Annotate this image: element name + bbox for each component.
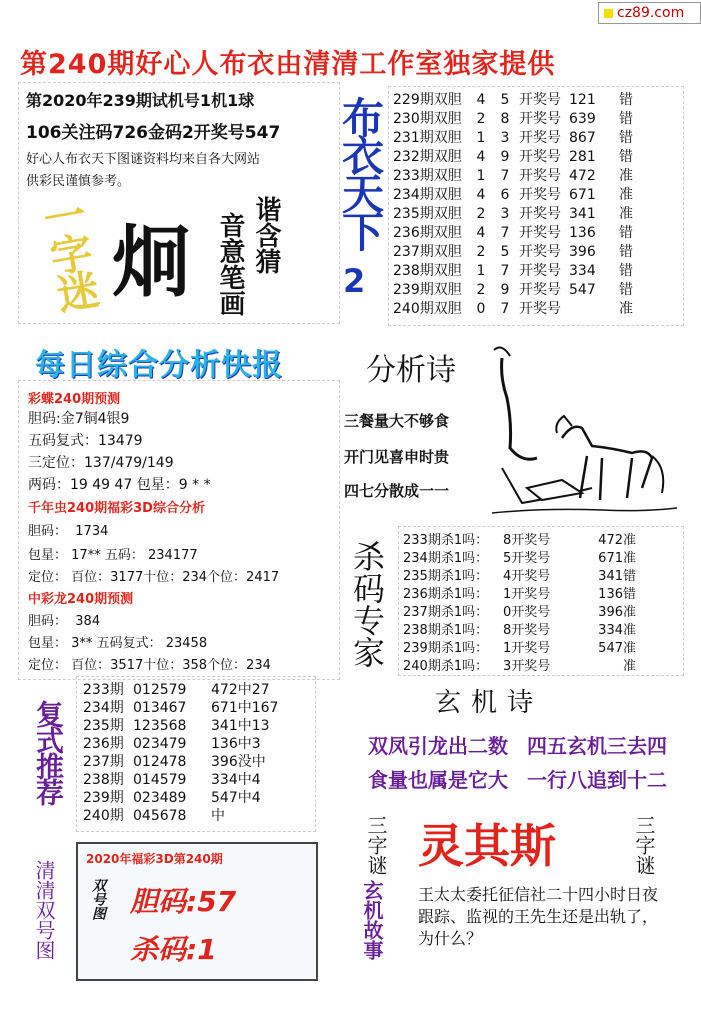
double-dan-row — [393, 260, 679, 279]
qnc-dan: 1734 — [75, 524, 109, 539]
kill-num: 8开奖号 — [503, 623, 551, 638]
rtab-issue: 231期双胆 — [393, 130, 462, 146]
rtab-label: 开奖号 — [519, 149, 561, 165]
rtab-label: 开奖号 — [519, 263, 561, 279]
rtab-d1: 1 — [476, 168, 486, 184]
fushi-label: 复式推荐 — [32, 700, 65, 804]
kill-row — [403, 529, 679, 547]
rtab-issue: 238期双胆 — [393, 263, 462, 279]
caidie-dan: 胆码:金7铜4银9 — [28, 411, 130, 427]
zcl-bao-row — [28, 632, 207, 651]
caidie-title: 彩蝶240期预测 — [28, 392, 121, 407]
fushi-res: 671中167 — [211, 700, 279, 716]
rtab-issue: 230期双胆 — [393, 111, 462, 127]
rtab-d2: 5 — [500, 92, 510, 108]
kill-num: 4开奖号 — [503, 569, 551, 584]
fucai-title: 2020年福彩3D第240期 — [86, 852, 223, 866]
zcl-bao-label: 包星： — [28, 636, 68, 651]
rtab-d1: 4 — [476, 225, 486, 241]
fushi-issue: 237期 — [83, 754, 124, 770]
rtab-result: 错 — [619, 225, 633, 241]
rtab-d1: 0 — [476, 301, 486, 317]
rtab-num: 341 — [569, 206, 596, 222]
fushi-issue: 234期 — [83, 700, 124, 716]
qnc-dan-row — [28, 520, 108, 539]
kill-issue: 238期杀1吗： — [403, 623, 489, 638]
caidie-sanding: 三定位：137/479/149 — [28, 455, 174, 471]
double-dan-row — [393, 279, 679, 298]
rtab-issue: 236期双胆 — [393, 225, 462, 241]
kill-num: 1开奖号 — [503, 587, 551, 602]
rtab-d2: 7 — [500, 301, 510, 317]
qnc-wu-label: 五码： — [104, 548, 144, 563]
double-dan-row — [393, 184, 679, 203]
zcl-dan: 384 — [75, 614, 101, 629]
zcl-dan-label: 胆码： — [28, 614, 68, 629]
daily-banner: 每日综合分析快报 — [35, 348, 283, 383]
rtab-result: 错 — [619, 111, 633, 127]
double-dan-row — [393, 89, 679, 108]
poem-line-3: 四七分散成一一 — [344, 482, 450, 500]
double-dan-row — [393, 203, 679, 222]
qnc-dan-label: 胆码： — [28, 524, 68, 539]
rtab-num: 671 — [569, 187, 596, 203]
rtab-d2: 7 — [500, 263, 510, 279]
rtab-num: 867 — [569, 130, 596, 146]
qnc-ding-row — [28, 566, 279, 585]
double-dan-row — [393, 127, 679, 146]
double-dan-row — [393, 146, 679, 165]
site-badge[interactable] — [598, 2, 701, 24]
qnc-ding-label: 定位： — [28, 570, 68, 585]
fushi-combo: 014579 — [133, 772, 187, 788]
fushi-row — [83, 751, 309, 769]
riddle-char: 炯 — [112, 218, 191, 308]
trial-line-1: 第2020年239期试机号1机1球 — [26, 91, 255, 110]
zcl-ding-label: 定位： — [28, 658, 68, 673]
rtab-issue: 237期双胆 — [393, 244, 462, 260]
kill-issue: 234期杀1吗： — [403, 551, 489, 566]
rtab-d1: 4 — [476, 187, 486, 203]
riddle-label: 一字迷 — [34, 191, 103, 313]
kill-num: 5开奖号 — [503, 551, 551, 566]
zcl-wu-label: 五码复式： — [96, 636, 162, 651]
trial-note-1: 好心人布衣天下图谜资料均来自各大网站 — [26, 152, 261, 167]
rtab-label: 开奖号 — [519, 244, 561, 260]
rtab-d2: 9 — [500, 149, 510, 165]
fucai-dan: 胆码:57 — [130, 885, 237, 918]
kill-draw: 136 — [598, 587, 623, 602]
zcl-dan-row — [28, 610, 100, 629]
story-label: 玄机故事 — [360, 880, 384, 960]
kill-issue: 239期杀1吗： — [403, 641, 489, 656]
kill-issue: 233期杀1吗： — [403, 533, 489, 548]
fushi-table — [76, 676, 316, 832]
rtab-issue: 235期双胆 — [393, 206, 462, 222]
kill-row — [403, 601, 679, 619]
kill-num: 0开奖号 — [503, 605, 551, 620]
kill-result: 准 — [623, 551, 637, 566]
rtab-d1: 4 — [476, 149, 486, 165]
fushi-row — [83, 733, 309, 751]
rtab-label: 开奖号 — [519, 92, 561, 108]
kill-draw: 547 — [598, 641, 623, 656]
rtab-issue: 232期双胆 — [393, 149, 462, 165]
rtab-result: 错 — [619, 282, 633, 298]
poem-title: 分析诗 — [366, 353, 456, 388]
double-dan-row — [393, 222, 679, 241]
fushi-issue: 240期 — [83, 808, 124, 824]
riddle-clue-col-2: 音意笔画 — [215, 212, 245, 316]
double-dan-table — [388, 86, 684, 326]
kill-table — [398, 526, 684, 676]
fushi-row — [83, 805, 309, 823]
caidie-wuma: 五码复式：13479 — [28, 433, 143, 449]
kill-num: 3开奖号 — [503, 659, 551, 674]
sanzimi-word: 灵其斯 — [418, 819, 556, 873]
kill-row — [403, 583, 679, 601]
rtab-label: 开奖号 — [519, 187, 561, 203]
rtab-result: 准 — [619, 206, 633, 222]
rtab-result: 错 — [619, 244, 633, 260]
fushi-res: 中 — [211, 808, 225, 824]
kill-result: 准 — [623, 623, 637, 638]
fushi-issue: 238期 — [83, 772, 124, 788]
xuanji-line-1a: 双凤引龙出二数 — [368, 734, 508, 758]
rtab-d1: 1 — [476, 130, 486, 146]
qnc-bao: 17** — [71, 548, 101, 563]
zcl-title: 中彩龙240期预测 — [28, 592, 134, 607]
kill-issue: 240期杀1吗： — [403, 659, 489, 674]
rtab-d1: 1 — [476, 263, 486, 279]
rtab-label: 开奖号 — [519, 111, 561, 127]
page-title: 第240期好心人布衣由清清工作室独家提供 — [20, 49, 556, 80]
rtab-num: 472 — [569, 168, 596, 184]
brand-number: 2 — [343, 262, 366, 300]
brand-text: 布衣天下 — [336, 96, 385, 248]
kill-draw: 396 — [598, 605, 623, 620]
fushi-combo: 012579 — [133, 682, 187, 698]
fucai-sha: 杀码:1 — [130, 933, 217, 966]
kill-row — [403, 547, 679, 565]
trial-note-2: 供彩民谨慎参考。 — [26, 174, 131, 189]
zcl-bao: 3** — [71, 636, 93, 651]
double-dan-row — [393, 241, 679, 260]
qnc-title: 千年虫240期福彩3D综合分析 — [28, 501, 205, 516]
rtab-num: 121 — [569, 92, 596, 108]
qnc-wu: 234177 — [148, 548, 198, 563]
kill-result: 准 — [623, 605, 637, 620]
kill-row — [403, 637, 679, 655]
fushi-res: 341中13 — [211, 718, 270, 734]
kill-issue: 237期杀1吗： — [403, 605, 489, 620]
rtab-issue: 234期双胆 — [393, 187, 462, 203]
double-dan-row — [393, 298, 679, 317]
square-icon — [604, 9, 613, 18]
kill-result: 准 — [623, 659, 637, 674]
story-text: 王太太委托征信社二十四小时日夜跟踪、监视的王先生还是出轨了，为什么？ — [418, 885, 659, 948]
rtab-d2: 3 — [500, 130, 510, 146]
xuanji-line-2a: 食量也属是它大 — [368, 768, 508, 792]
poem-line-2: 开门见喜申时贵 — [344, 448, 450, 466]
kill-num: 8开奖号 — [503, 533, 551, 548]
fushi-res: 396没中 — [211, 754, 266, 770]
rtab-result: 准 — [619, 168, 633, 184]
kill-draw: 334 — [598, 623, 623, 638]
kill-draw: 671 — [598, 551, 623, 566]
kill-result: 准 — [623, 641, 637, 656]
rtab-d1: 4 — [476, 92, 486, 108]
fushi-combo: 023479 — [133, 736, 187, 752]
rtab-d2: 9 — [500, 282, 510, 298]
kill-result: 准 — [623, 533, 637, 548]
rtab-label: 开奖号 — [519, 206, 561, 222]
rtab-num: 547 — [569, 282, 596, 298]
rtab-num: 396 — [569, 244, 596, 260]
fushi-row — [83, 769, 309, 787]
rtab-d2: 6 — [500, 187, 510, 203]
rtab-d2: 7 — [500, 225, 510, 241]
rtab-num: 281 — [569, 149, 596, 165]
caidie-liangma: 两码：19 49 47 包星：9 * * — [28, 477, 211, 493]
qnc-bao-row — [28, 544, 198, 563]
poem-line-1: 三餐量大不够食 — [344, 412, 450, 430]
rtab-label: 开奖号 — [519, 130, 561, 146]
rtab-issue: 233期双胆 — [393, 168, 462, 184]
rtab-num: 639 — [569, 111, 596, 127]
rtab-label: 开奖号 — [519, 301, 561, 317]
zcl-ding: 百位：3517十位：358个位：234 — [71, 658, 271, 673]
fushi-issue: 233期 — [83, 682, 124, 698]
rtab-result: 错 — [619, 263, 633, 279]
rtab-issue: 229期双胆 — [393, 92, 462, 108]
rtab-d2: 8 — [500, 111, 510, 127]
zcl-wu: 23458 — [165, 636, 208, 651]
fushi-row — [83, 697, 309, 715]
rtab-d2: 5 — [500, 244, 510, 260]
fushi-issue: 239期 — [83, 790, 124, 806]
rtab-result: 准 — [619, 187, 633, 203]
kill-issue: 236期杀1吗： — [403, 587, 489, 602]
xuanji-line-1b: 四五玄机三去四 — [527, 734, 667, 758]
fushi-row — [83, 679, 309, 697]
kill-result: 错 — [623, 569, 637, 584]
riddle-clue-col-1: 谐含猜 — [251, 196, 281, 274]
fushi-row — [83, 787, 309, 805]
kill-draw: 341 — [598, 569, 623, 584]
qnc-bao-label: 包星： — [28, 548, 68, 563]
rtab-d1: 2 — [476, 282, 486, 298]
fushi-res: 136中3 — [211, 736, 261, 752]
zcl-ding-row — [28, 654, 271, 673]
fucai-side: 双号图 — [90, 878, 106, 920]
rtab-label: 开奖号 — [519, 225, 561, 241]
rtab-result: 错 — [619, 130, 633, 146]
fushi-combo: 045678 — [133, 808, 187, 824]
rtab-issue: 239期双胆 — [393, 282, 462, 298]
rtab-d2: 7 — [500, 168, 510, 184]
xuanji-line-2b: 一行八追到十二 — [527, 768, 667, 792]
fushi-combo: 123568 — [133, 718, 187, 734]
trial-line-2: 106关注码726金码2开奖号547 — [26, 123, 281, 143]
rtab-result: 准 — [619, 301, 633, 317]
rtab-issue: 240期双胆 — [393, 301, 462, 317]
shuanghao-label: 清清双号图 — [32, 860, 56, 960]
double-dan-row — [393, 165, 679, 184]
xuanji-title: 玄机诗 — [435, 688, 544, 718]
kill-row — [403, 619, 679, 637]
kill-issue: 235期杀1吗： — [403, 569, 489, 584]
rtab-d1: 2 — [476, 244, 486, 260]
horse-sketch — [482, 328, 682, 528]
fushi-res: 334中4 — [211, 772, 261, 788]
rtab-label: 开奖号 — [519, 282, 561, 298]
fushi-res: 547中4 — [211, 790, 261, 806]
rtab-label: 开奖号 — [519, 168, 561, 184]
fushi-combo: 013467 — [133, 700, 187, 716]
fushi-combo: 012478 — [133, 754, 187, 770]
double-dan-row — [393, 108, 679, 127]
kill-draw: 472 — [598, 533, 623, 548]
fushi-res: 472中27 — [211, 682, 270, 698]
sanzimi-right: 三字谜 — [632, 815, 656, 875]
kill-row — [403, 565, 679, 583]
kill-row — [403, 655, 679, 673]
fushi-combo: 023489 — [133, 790, 187, 806]
rtab-result: 错 — [619, 92, 633, 108]
fushi-row — [83, 715, 309, 733]
fushi-issue: 235期 — [83, 718, 124, 734]
rtab-result: 错 — [619, 149, 633, 165]
rtab-num: 136 — [569, 225, 596, 241]
kill-result: 错 — [623, 587, 637, 602]
rtab-num: 334 — [569, 263, 596, 279]
site-domain: cz89.com — [617, 5, 685, 21]
rtab-d1: 2 — [476, 111, 486, 127]
sanzimi-left: 三字谜 — [364, 815, 388, 875]
rtab-d2: 3 — [500, 206, 510, 222]
rtab-d1: 2 — [476, 206, 486, 222]
kill-num: 1开奖号 — [503, 641, 551, 656]
kill-title: 杀码专家 — [348, 540, 386, 668]
fushi-issue: 236期 — [83, 736, 124, 752]
qnc-ding: 百位：3177十位：234个位：2417 — [71, 570, 280, 585]
